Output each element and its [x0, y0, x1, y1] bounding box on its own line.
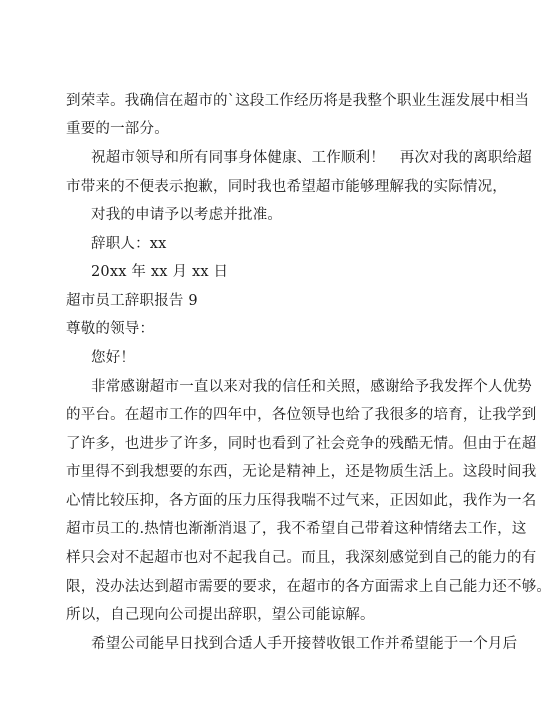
- text-line: 重要的一部分。: [66, 121, 169, 137]
- text-line: 祝超市领导和所有同事身体健康、工作顺利！ 再次对我的离职给超: [91, 150, 532, 166]
- greeting: 您好！: [91, 350, 136, 366]
- date-line: 20xx 年 xx 月 xx 日: [91, 264, 229, 280]
- text-line: 非常感谢超市一直以来对我的信任和关照，感谢给予我发挥个人优势: [91, 379, 532, 395]
- text-line: 了许多，也进步了许多，同时也看到了社会竞争的残酷无情。但由于在超: [66, 436, 537, 452]
- text-line: 心情比较压抑，各方面的压力压得我喘不过气来，正因如此，我作为一名: [66, 493, 537, 509]
- text-line: 样只会对不起超市也对不起我自己。而且，我深刻感觉到自己的能力的有: [66, 550, 537, 566]
- text-line: 对我的申请予以考虑并批准。: [91, 207, 283, 223]
- text-line: 超市员工的.热情也渐渐消退了，我不希望自己带着这种情绪去工作，这: [66, 521, 527, 537]
- text-line: 限，没办法达到超市需要的要求，在超市的各方面需求上自己能力还不够。: [66, 579, 551, 595]
- text-line: 到荣幸。我确信在超市的`这段工作经历将是我整个职业生涯发展中相当: [66, 93, 530, 109]
- text-line: 市带来的不便表示抱歉，同时我也希望超市能够理解我的实际情况，: [66, 179, 507, 195]
- section-title: 超市员工辞职报告 9: [66, 293, 198, 309]
- text-line: 的平台。在超市工作的四年中，各位领导也给了我很多的培育，让我学到: [66, 407, 537, 423]
- signer-line: 辞职人：xx: [91, 236, 167, 252]
- text-line: 市里得不到我想要的东西，无论是精神上，还是物质生活上。这段时间我: [66, 464, 537, 480]
- text-line: 希望公司能早日找到合适人手开接替收银工作并希望能于一个月后: [91, 636, 518, 652]
- salutation: 尊敬的领导：: [66, 321, 155, 337]
- text-line: 所以，自己现向公司提出辞职，望公司能谅解。: [66, 607, 375, 623]
